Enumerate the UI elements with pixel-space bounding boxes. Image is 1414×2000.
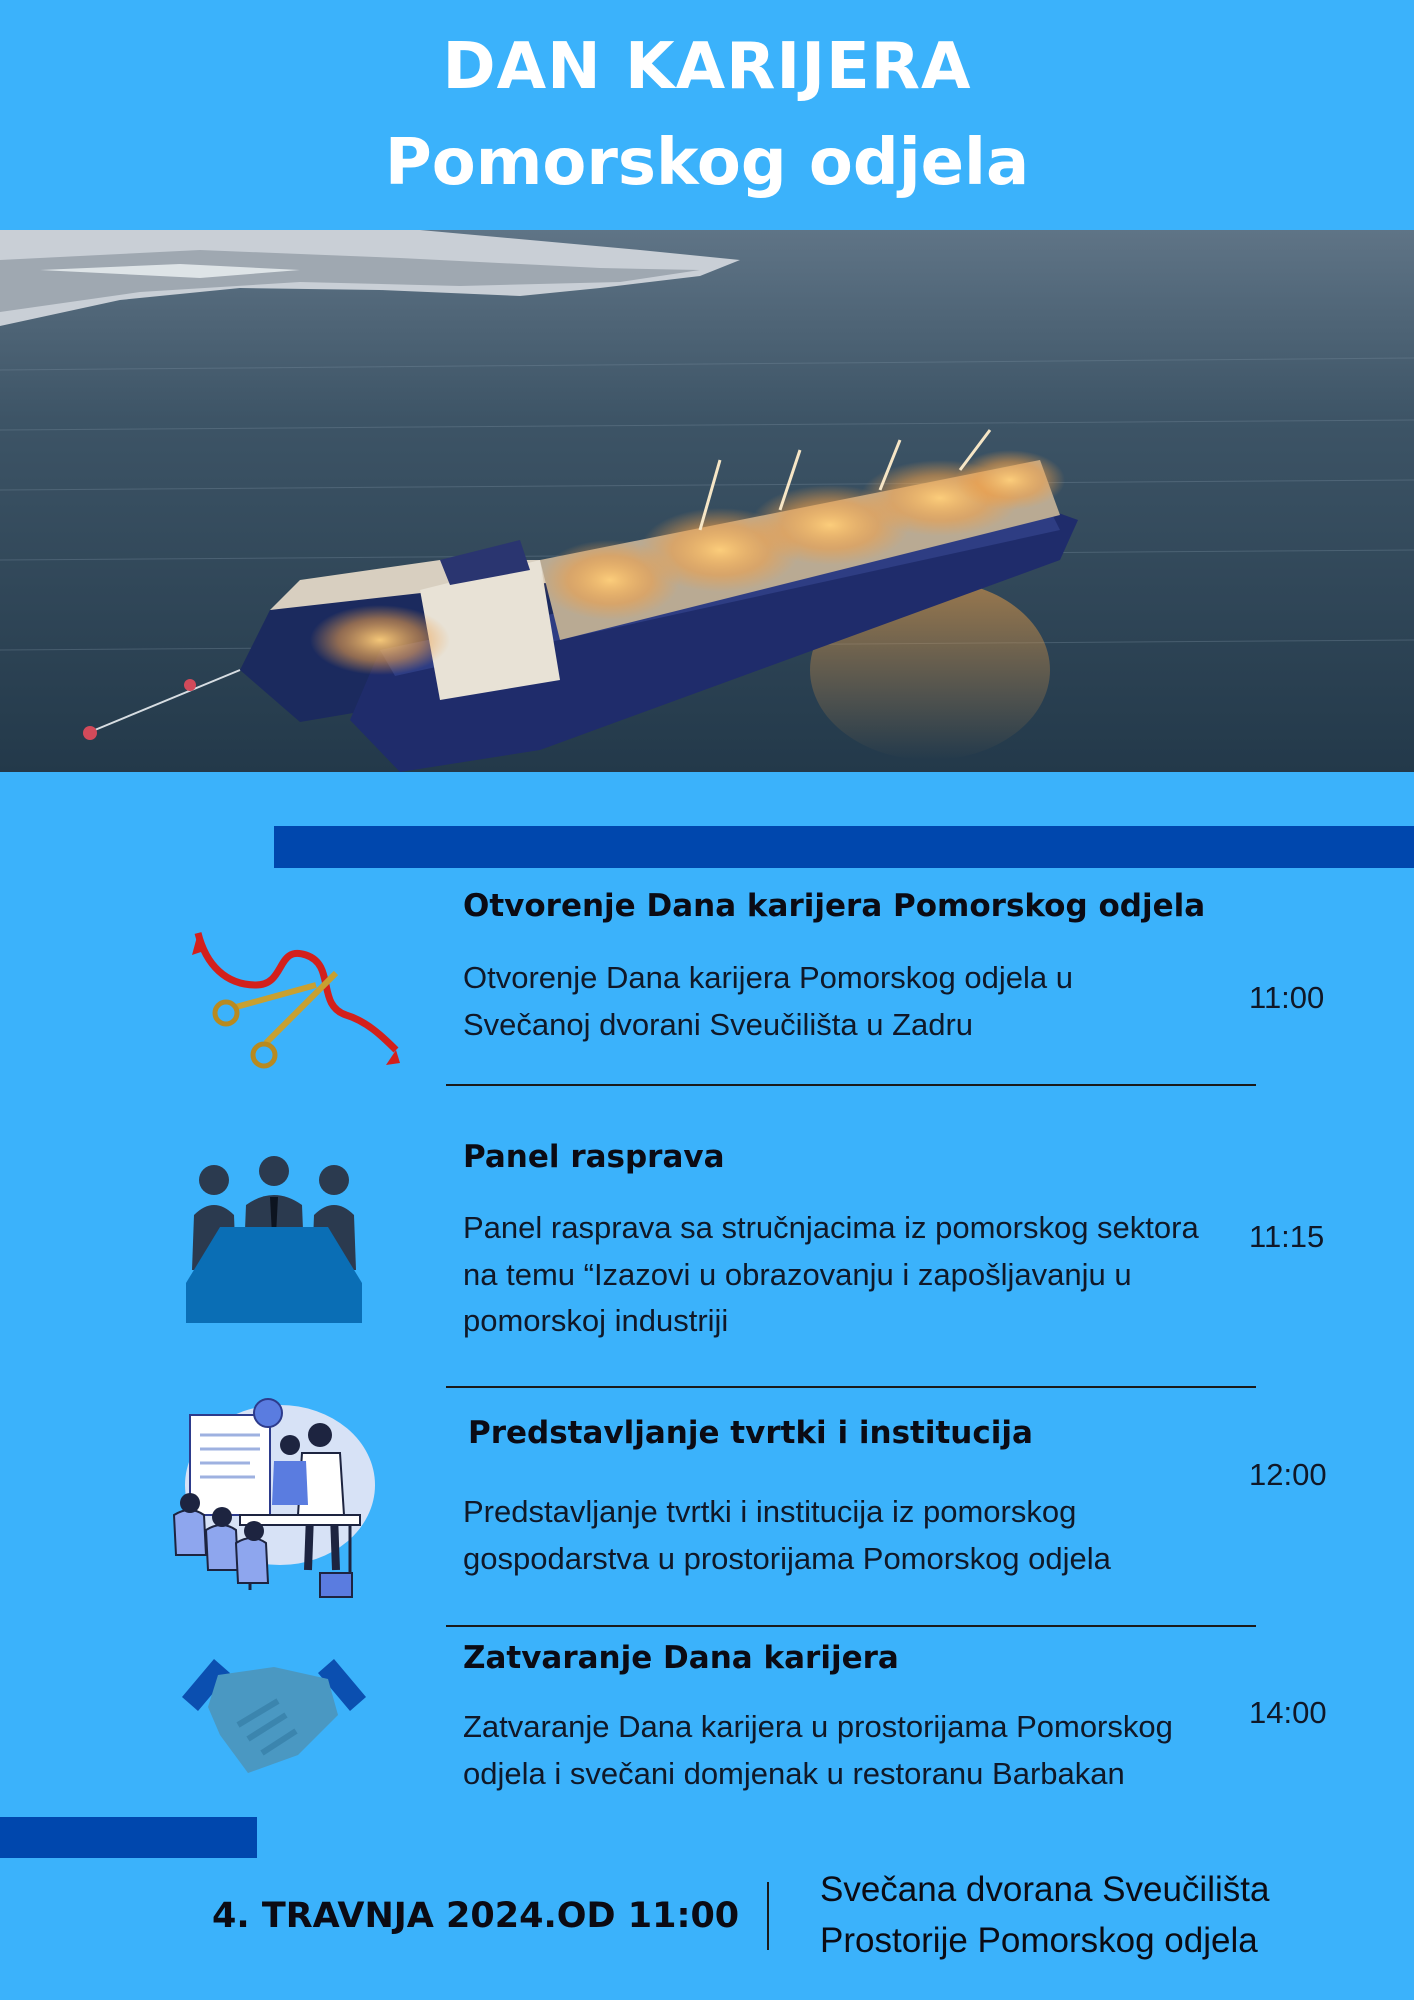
divider [446, 1084, 1256, 1086]
ship-photo [0, 230, 1414, 772]
ribbon-scissors-icon [186, 925, 402, 1071]
event-desc-line: Zatvaranje Dana karijera u prostorijama Pomorskog [463, 1709, 1173, 1744]
event-title: Otvorenje Dana karijera Pomorskog odjela [463, 888, 1206, 924]
panel-discussion-icon [186, 1155, 362, 1325]
event-desc-line: Panel rasprava sa stručnjacima iz pomorskog sektora [463, 1210, 1199, 1245]
event-desc-line: Otvorenje Dana karijera Pomorskog odjela u [463, 960, 1073, 995]
event-title: Zatvaranje Dana karijera [463, 1640, 899, 1676]
event-desc-line: Predstavljanje tvrtki i institucija iz pomorskog [463, 1494, 1077, 1529]
event-desc-line: na temu “Izazovi u obrazovanju i zapošljavanju u [463, 1257, 1132, 1292]
footer-separator [767, 1882, 769, 1950]
event-desc-line: gospodarstva u prostorijama Pomorskog odjela [463, 1541, 1111, 1576]
location-line: Svečana dvorana Sveučilišta [820, 1870, 1270, 1909]
event-time: 11:00 [1249, 980, 1325, 1015]
header [0, 0, 1414, 230]
page-subtitle: Pomorskog odjela [384, 126, 1030, 200]
event-desc-line: Svečanoj dvorani Sveučilišta u Zadru [463, 1007, 974, 1042]
accent-bar-top [274, 826, 1414, 868]
event-time: 11:15 [1249, 1219, 1325, 1254]
event-time: 14:00 [1249, 1695, 1327, 1730]
company-presentation-icon [170, 1395, 376, 1605]
event-date: 4. TRAVNJA 2024.OD 11:00 [212, 1896, 740, 1936]
event-desc-line: pomorskoj industriji [463, 1303, 729, 1338]
handshake-icon [178, 1655, 370, 1777]
accent-bar-bottom [0, 1817, 257, 1858]
event-title: Predstavljanje tvrtki i institucija [468, 1415, 1033, 1451]
location-line: Prostorije Pomorskog odjela [820, 1921, 1258, 1960]
event-title: Panel rasprava [463, 1139, 725, 1175]
divider [446, 1625, 1256, 1627]
page-title: DAN KARIJERA [442, 30, 972, 104]
divider [446, 1386, 1256, 1388]
event-time: 12:00 [1249, 1457, 1327, 1492]
event-desc-line: odjela i svečani domjenak u restoranu Barbakan [463, 1756, 1125, 1791]
